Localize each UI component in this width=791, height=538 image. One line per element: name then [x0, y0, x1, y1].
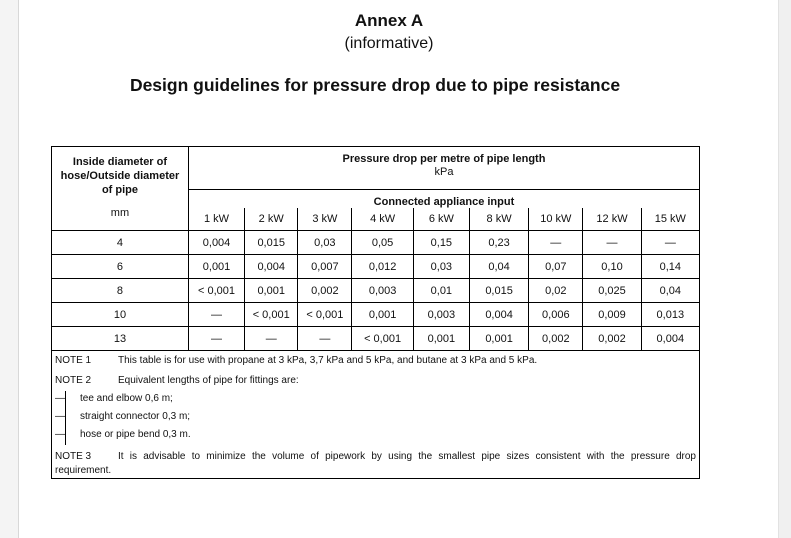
note-2-text: Equivalent lengths of pipe for fittings are:: [118, 375, 299, 386]
value-cell: 0,004: [469, 303, 528, 327]
diameter-cell: 6: [52, 255, 189, 279]
note-3-label: NOTE 3: [55, 451, 92, 462]
connected-input-header: Connected appliance input: [188, 190, 699, 209]
diameter-cell: 10: [52, 303, 189, 327]
value-cell: < 0,001: [298, 303, 352, 327]
column-header: 6 kW: [413, 208, 469, 231]
annex-title: Annex A: [354, 11, 424, 30]
value-cell: 0,004: [245, 255, 298, 279]
value-cell: 0,009: [583, 303, 641, 327]
value-cell: 0,001: [413, 327, 469, 351]
value-cell: 0,004: [641, 327, 699, 351]
table-row: [52, 255, 700, 279]
value-cell: 0,012: [352, 255, 413, 279]
note-3-text-cont: requirement.: [55, 465, 112, 476]
value-cell: 0,003: [413, 303, 469, 327]
value-cell: —: [188, 303, 244, 327]
data-grid: [51, 146, 700, 351]
list-item: [52, 427, 699, 445]
list-item-text: tee and elbow 0,6 m;: [80, 393, 173, 404]
value-cell: 0,01: [413, 279, 469, 303]
note-1: [52, 351, 699, 371]
pressure-drop-table: [51, 146, 700, 479]
value-cell: 0,02: [529, 279, 583, 303]
value-cell: 0,001: [469, 327, 528, 351]
list-item: [52, 391, 699, 409]
value-cell: 0,05: [352, 231, 413, 255]
diameter-unit: mm: [110, 207, 130, 219]
value-cell: —: [298, 327, 352, 351]
value-cell: < 0,001: [352, 327, 413, 351]
column-header: 3 kW: [298, 208, 352, 231]
value-cell: —: [641, 231, 699, 255]
value-cell: 0,04: [469, 255, 528, 279]
value-cell: < 0,001: [245, 303, 298, 327]
list-item-text: hose or pipe bend 0,3 m.: [80, 429, 191, 440]
pressure-drop-header: [188, 147, 699, 190]
value-cell: 0,013: [641, 303, 699, 327]
diameter-header-line1: Inside diameter of: [72, 156, 168, 168]
value-cell: 0,002: [583, 327, 641, 351]
list-item: [52, 409, 699, 427]
note-1-text: This table is for use with propane at 3 kPa, 3,7 kPa and 5 kPa, and butane at 3 kPa and 5 kPa.: [118, 355, 538, 366]
note-1-label: NOTE 1: [55, 355, 92, 366]
dash-marker: —: [55, 429, 65, 440]
value-cell: 0,04: [641, 279, 699, 303]
dash-marker: —: [55, 411, 65, 422]
value-cell: 0,10: [583, 255, 641, 279]
value-cell: 0,001: [188, 255, 244, 279]
value-cell: 0,002: [298, 279, 352, 303]
value-cell: —: [583, 231, 641, 255]
table-row: [52, 327, 700, 351]
value-cell: 0,025: [583, 279, 641, 303]
table-row: [52, 279, 700, 303]
value-cell: 0,006: [529, 303, 583, 327]
dash-marker: —: [55, 393, 65, 404]
value-cell: 0,07: [529, 255, 583, 279]
column-header: 10 kW: [529, 208, 583, 231]
diameter-header: [52, 147, 189, 231]
value-cell: 0,001: [352, 303, 413, 327]
column-header: 15 kW: [641, 208, 699, 231]
column-header: 8 kW: [469, 208, 528, 231]
annex-subtitle: (informative): [344, 35, 434, 52]
table-row: [52, 231, 700, 255]
diameter-cell: 13: [52, 327, 189, 351]
notes-block: [51, 351, 700, 479]
diameter-header-line2: hose/Outside diameter: [60, 170, 180, 182]
value-cell: 0,003: [352, 279, 413, 303]
value-cell: 0,03: [413, 255, 469, 279]
diameter-header-line3: of pipe: [101, 184, 138, 196]
value-cell: 0,23: [469, 231, 528, 255]
note-3: [52, 445, 699, 478]
value-cell: 0,03: [298, 231, 352, 255]
note-3-text: It is advisable to minimize the volume of pipework by using the smallest pipe sizes consistent with the pressure drop: [118, 451, 696, 462]
list-item-text: straight connector 0,3 m;: [80, 411, 191, 422]
value-cell: < 0,001: [188, 279, 244, 303]
diameter-cell: 8: [52, 279, 189, 303]
value-cell: —: [245, 327, 298, 351]
value-cell: 0,001: [245, 279, 298, 303]
value-cell: 0,15: [413, 231, 469, 255]
pressure-drop-unit: kPa: [434, 166, 454, 178]
note-2-label: NOTE 2: [55, 375, 92, 386]
column-header: 12 kW: [583, 208, 641, 231]
column-header: 1 kW: [188, 208, 244, 231]
column-header: 4 kW: [352, 208, 413, 231]
value-cell: 0,007: [298, 255, 352, 279]
value-cell: 0,015: [469, 279, 528, 303]
diameter-cell: 4: [52, 231, 189, 255]
note-2: [52, 371, 699, 391]
value-cell: 0,14: [641, 255, 699, 279]
value-cell: —: [188, 327, 244, 351]
column-header: 2 kW: [245, 208, 298, 231]
value-cell: 0,004: [188, 231, 244, 255]
value-cell: —: [529, 231, 583, 255]
pressure-drop-title: Pressure drop per metre of pipe length: [342, 153, 546, 165]
value-cell: 0,015: [245, 231, 298, 255]
viewer-scrollbar[interactable]: [778, 0, 791, 538]
value-cell: 0,002: [529, 327, 583, 351]
table-row: [52, 303, 700, 327]
section-heading: Design guidelines for pressure drop due to pipe resistance: [129, 75, 621, 95]
